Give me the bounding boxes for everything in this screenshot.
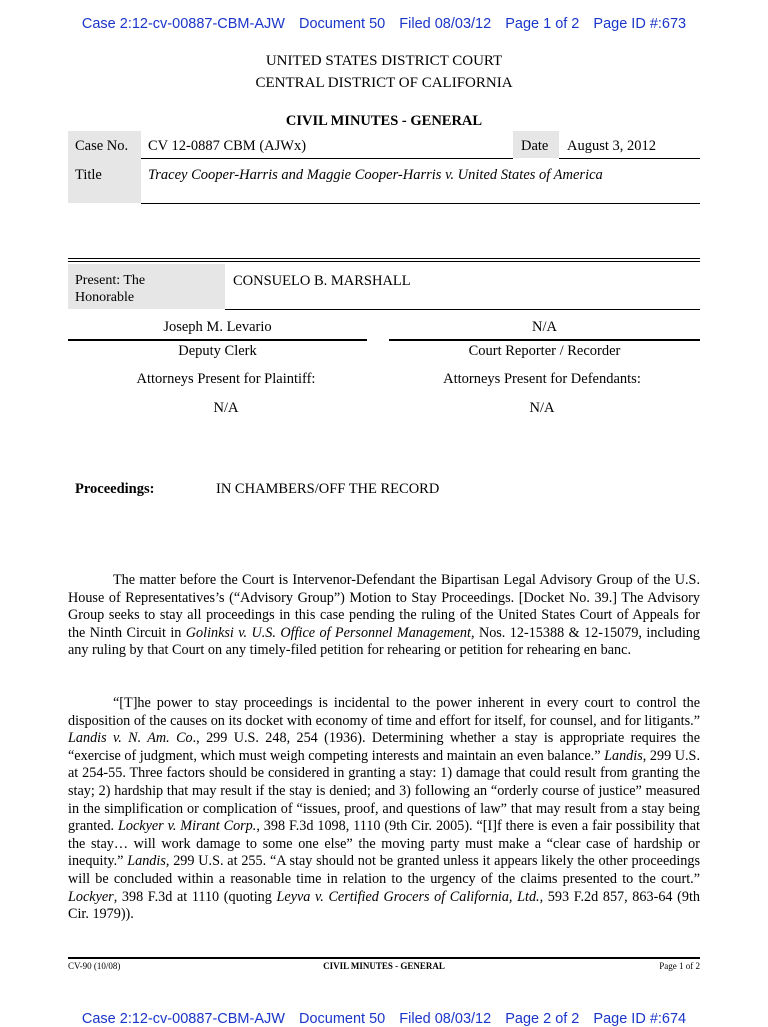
defendant-attorneys-value: N/A (529, 400, 555, 416)
judge-name: CONSUELO B. MARSHALL (233, 273, 411, 289)
footer-title: CIVIL MINUTES - GENERAL (323, 961, 445, 971)
present-label-line1: Present: The (75, 273, 146, 288)
page-id: Page ID #:673 (593, 16, 687, 32)
case-citation-lockyer-short: Lockyer (68, 888, 114, 905)
order-body-paragraph-1 (68, 572, 700, 660)
reporter-underline (389, 339, 700, 341)
district-name: CENTRAL DISTRICT OF CALIFORNIA (255, 75, 513, 91)
p2-text-b: ., 299 U.S. 248, 254 (1936). Determining whether a stay is appropriate requires the “exercise of judgment, which must weigh competing interests and maintain an even balance.” (68, 730, 700, 764)
defendant-attorneys-label: Attorneys Present for Defendants: (443, 371, 641, 387)
p2-text-c: , 299 U.S. at 254-55. Three factors should be considered in granting a stay: 1) damage that could result from granting the stay; 2) hardship that may result if the stay is denied; and 3) following an “orderly course of justice” measured in the simplification or complication of “issues, proof, and questions of law” that may result from a stay being granted. (68, 747, 700, 835)
document-number-2: Document 50 (298, 1011, 386, 1027)
deputy-underline (68, 339, 367, 341)
filed-date-2: Filed 08/03/12 (399, 1011, 492, 1027)
court-reporter-name: N/A (532, 319, 557, 335)
page-indicator-2: Page 2 of 2 (505, 1011, 580, 1027)
case-title: Tracey Cooper-Harris and Maggie Cooper-Harris v. United States of America (148, 167, 603, 183)
date-value: August 3, 2012 (567, 138, 657, 154)
case-number-link[interactable]: Case 2:12-cv-00887-CBM-AJW (81, 16, 285, 32)
filing-header-page-2 (0, 1011, 768, 1027)
case-number-link-2[interactable]: Case 2:12-cv-00887-CBM-AJW (81, 1011, 285, 1027)
filed-date: Filed 08/03/12 (399, 16, 492, 32)
case-citation-lockyer: Lockyer v. Mirant Corp. (118, 818, 257, 835)
order-body-paragraph-2 (68, 695, 700, 924)
case-citation-landis-short-2: Landis (127, 853, 166, 870)
p2-text-g: , 593 F.2d 857, 863-64 (9th Cir. 1979)). (68, 888, 700, 923)
date-underline (559, 158, 700, 159)
filing-header (0, 16, 768, 32)
double-rule-top (68, 258, 700, 259)
p2-text-a: “[T]he power to stay proceedings is incidental to the power inherent in every court to control the disposition of the causes on its docket with economy of time and effort for itself, for counsel, and for litigants.” (68, 695, 700, 729)
case-citation-golinski: Golinksi v. U.S. Office of Personnel Management, (185, 624, 475, 641)
present-label-line2: Honorable (75, 290, 135, 305)
case-no-value: CV 12-0887 CBM (AJWx) (148, 138, 307, 154)
case-citation-landis-short: Landis (604, 747, 643, 764)
deputy-clerk-name: Joseph M. Levario (163, 319, 272, 335)
plaintiff-attorneys-label: Attorneys Present for Plaintiff: (136, 371, 316, 387)
footer-rule (68, 957, 700, 959)
present-label (75, 272, 145, 306)
proceedings-label: Proceedings: (75, 481, 155, 497)
case-citation-leyva: Leyva v. Certified Grocers of California, Ltd. (276, 888, 540, 905)
page-id-2: Page ID #:674 (593, 1011, 687, 1027)
court-name: UNITED STATES DISTRICT COURT (265, 53, 503, 69)
p2-text-f: , 398 F.3d at 1110 (quoting (113, 888, 277, 905)
p1-text-b: Nos. 12-15388 & 12-15079, including any ruling by that Court on any timely-filed petition for rehearing or petition for rehearing en banc. (68, 624, 700, 659)
page-indicator: Page 1 of 2 (505, 16, 580, 32)
proceedings-value: IN CHAMBERS/OFF THE RECORD (216, 481, 440, 497)
footer-form-number: CV-90 (10/08) (68, 961, 121, 971)
document-number: Document 50 (298, 16, 386, 32)
title-underline (141, 203, 700, 204)
p2-text-d: , 398 F.3d 1098, 1110 (9th Cir. 2005). “[I]f there is even a fair possibility that the stay… will work damage to some one else” the moving party must make a “clear case of hardship or inequity.” (68, 818, 700, 870)
case-no-underline (141, 158, 513, 159)
case-no-label: Case No. (75, 138, 129, 154)
form-title: CIVIL MINUTES - GENERAL (285, 113, 483, 129)
deputy-clerk-label: Deputy Clerk (178, 343, 257, 359)
court-reporter-label: Court Reporter / Recorder (468, 343, 621, 359)
double-rule-bottom (68, 261, 700, 262)
p1-text-a: The matter before the Court is Intervenor-Defendant the Bipartisan Legal Advisory Group of the U.S. House of Representatives’s (“Advisory Group”) Motion to Stay Proceedings. [Docket No. 39.] The Advisory Group seeks to stay all proceedings in this case pending the ruling of the United States Court of Appeals for the Ninth Circuit in (68, 572, 700, 641)
title-label: Title (75, 167, 102, 183)
plaintiff-attorneys-value: N/A (213, 400, 239, 416)
p2-text-e: , 299 U.S. at 255. “A stay should not be granted unless it appears likely the other proceedings will be concluded within a reasonable time in relation to the urgency of the claims presented to the court.” (68, 853, 701, 887)
case-citation-landis: Landis v. N. Am. Co (68, 730, 193, 747)
judge-underline (225, 309, 700, 310)
footer-page: Page 1 of 2 (659, 961, 700, 971)
date-label: Date (521, 138, 549, 154)
